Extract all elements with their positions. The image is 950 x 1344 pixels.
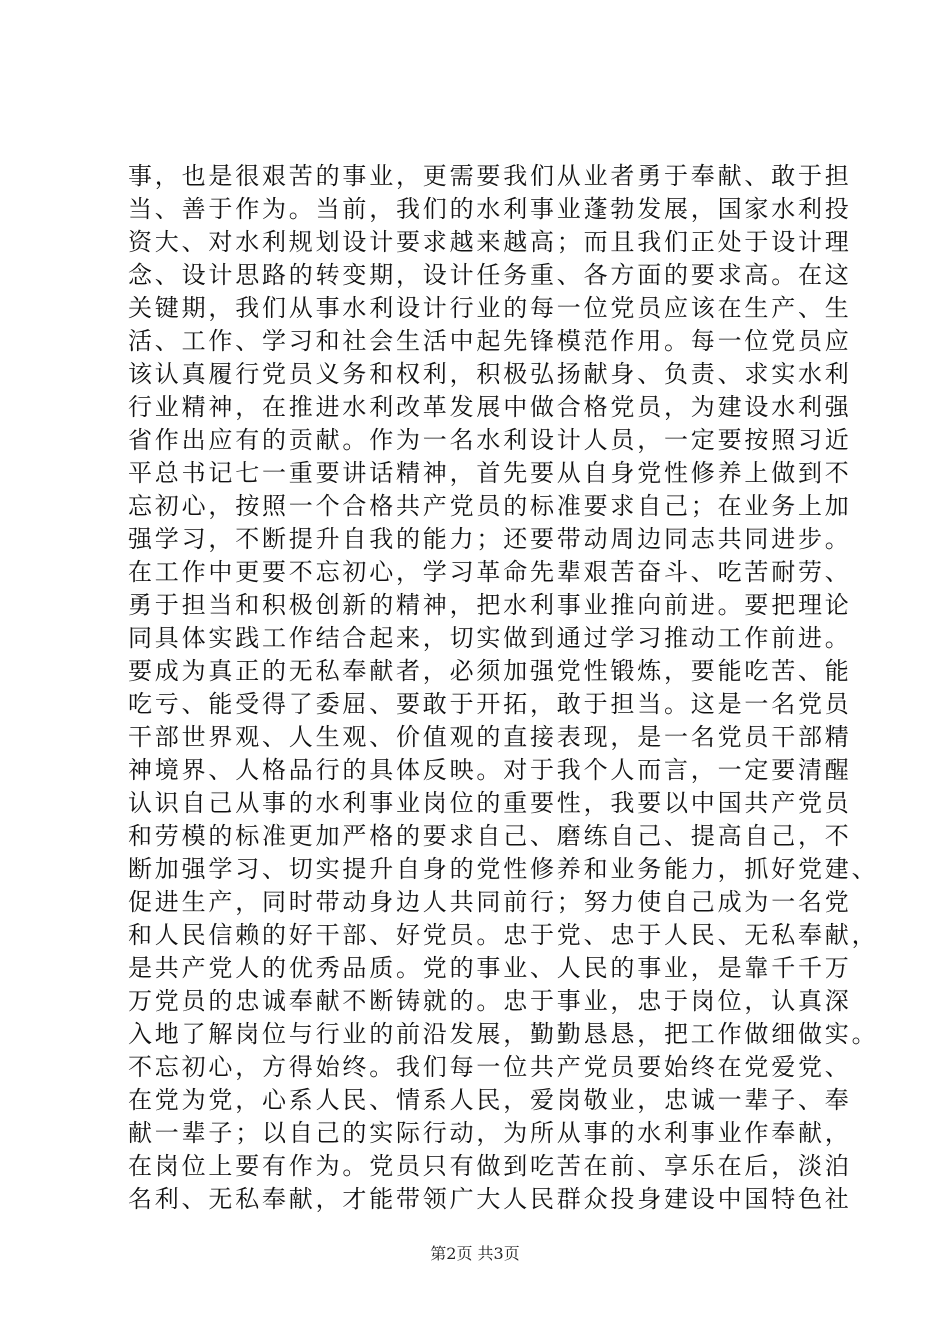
text-line: 要成为真正的无私奉献者，必须加强党性锻炼，要能吃苦、能 bbox=[128, 657, 852, 685]
text-line: 吃亏、能受得了委屈、要敢于开拓，敢于担当。这是一名党员 bbox=[128, 690, 852, 718]
text-line: 名利、无私奉献，才能带领广大人民群众投身建设中国特色社 bbox=[128, 1185, 852, 1213]
text-line: 该认真履行党员义务和权利，积极弘扬献身、负责、求实水利 bbox=[128, 360, 852, 388]
text-line: 和劳模的标准更加严格的要求自己、磨练自己、提高自己，不 bbox=[128, 822, 852, 850]
text-line: 念、设计思路的转变期，设计任务重、各方面的要求高。在这 bbox=[128, 261, 852, 289]
text-line: 神境界、人格品行的具体反映。对于我个人而言，一定要清醒 bbox=[128, 756, 852, 784]
text-line: 活、工作、学习和社会生活中起先锋模范作用。每一位党员应 bbox=[128, 327, 852, 355]
text-line: 行业精神，在推进水利改革发展中做合格党员，为建设水利强 bbox=[128, 393, 852, 421]
text-line: 入地了解岗位与行业的前沿发展，勤勤恳恳，把工作做细做实。 bbox=[128, 1020, 879, 1048]
text-line: 强学习，不断提升自我的能力；还要带动周边同志共同进步。 bbox=[128, 525, 852, 553]
body-text bbox=[128, 160, 879, 1216]
text-line: 断加强学习、切实提升自身的党性修养和业务能力，抓好党建、 bbox=[128, 855, 879, 883]
text-line: 献一辈子；以自己的实际行动，为所从事的水利事业作奉献， bbox=[128, 1119, 852, 1147]
text-line: 是共产党人的优秀品质。党的事业、人民的事业，是靠千千万 bbox=[128, 954, 852, 982]
text-line: 在工作中更要不忘初心，学习革命先辈艰苦奋斗、吃苦耐劳、 bbox=[128, 558, 852, 586]
text-line: 当、善于作为。当前，我们的水利事业蓬勃发展，国家水利投 bbox=[128, 195, 852, 223]
text-line: 省作出应有的贡献。作为一名水利设计人员，一定要按照习近 bbox=[128, 426, 852, 454]
text-line: 事，也是很艰苦的事业，更需要我们从业者勇于奉献、敢于担 bbox=[128, 162, 852, 190]
text-line: 万党员的忠诚奉献不断铸就的。忠于事业，忠于岗位，认真深 bbox=[128, 987, 852, 1015]
text-line: 勇于担当和积极创新的精神，把水利事业推向前进。要把理论 bbox=[128, 591, 852, 619]
text-line: 平总书记七一重要讲话精神，首先要从自身党性修养上做到不 bbox=[128, 459, 852, 487]
page-number-footer: 第2页 共3页 bbox=[430, 1244, 520, 1263]
text-line: 不忘初心，方得始终。我们每一位共产党员要始终在党爱党、 bbox=[128, 1053, 852, 1081]
text-line: 和人民信赖的好干部、好党员。忠于党、忠于人民、无私奉献， bbox=[128, 921, 879, 949]
text-line: 忘初心，按照一个合格共产党员的标准要求自己；在业务上加 bbox=[128, 492, 852, 520]
text-line: 在党为党，心系人民、情系人民，爱岗敬业，忠诚一辈子、奉 bbox=[128, 1086, 852, 1114]
text-line: 在岗位上要有作为。党员只有做到吃苦在前、享乐在后，淡泊 bbox=[128, 1152, 852, 1180]
text-line: 关键期，我们从事水利设计行业的每一位党员应该在生产、生 bbox=[128, 294, 852, 322]
text-line: 同具体实践工作结合起来，切实做到通过学习推动工作前进。 bbox=[128, 624, 852, 652]
text-line: 干部世界观、人生观、价值观的直接表现，是一名党员干部精 bbox=[128, 723, 852, 751]
text-line: 认识自己从事的水利事业岗位的重要性，我要以中国共产党员 bbox=[128, 789, 852, 817]
text-line: 促进生产，同时带动身边人共同前行；努力使自己成为一名党 bbox=[128, 888, 852, 916]
text-line: 资大、对水利规划设计要求越来越高；而且我们正处于设计理 bbox=[128, 228, 852, 256]
